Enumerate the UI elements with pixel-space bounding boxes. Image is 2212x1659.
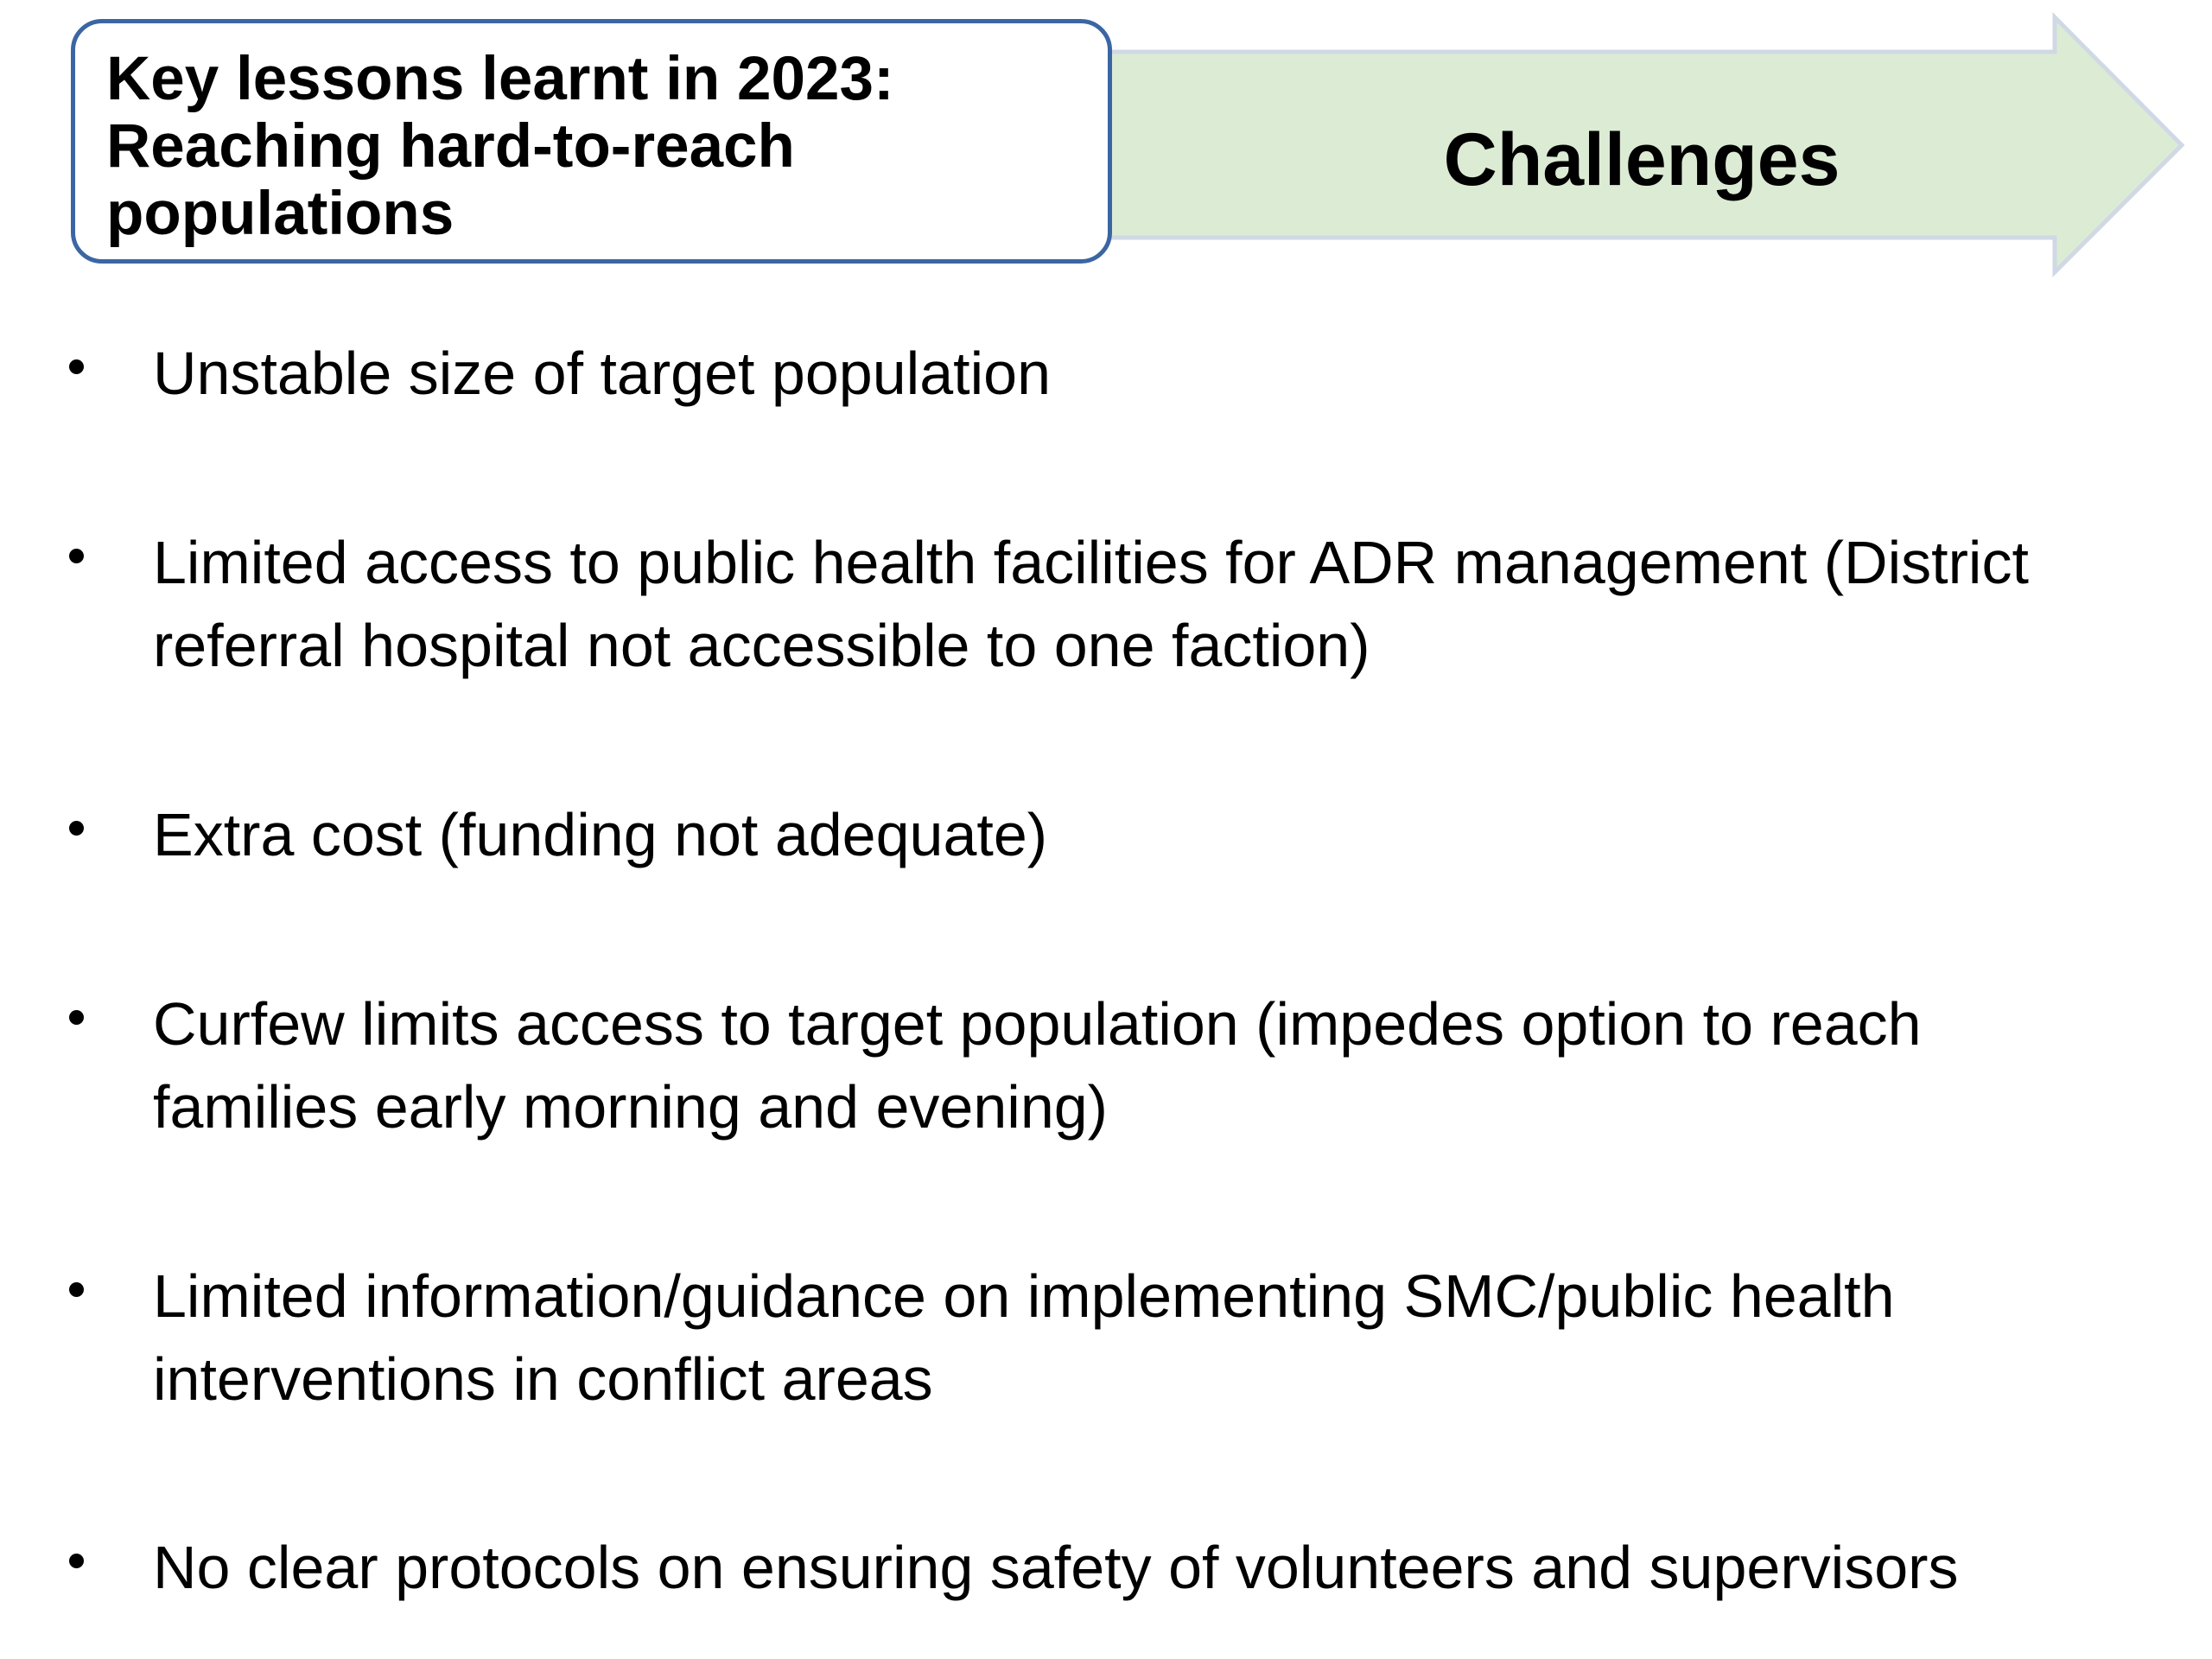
list-item-line: referral hospital not accessible to one faction) [153,612,1370,679]
list-item-text [153,332,2140,415]
list-item-line: Extra cost (funding not adequate) [153,801,1048,868]
bullet-dot-icon [69,1554,84,1568]
list-item-line: No clear protocols on ensuring safety of volunteers and supervisors [153,1534,1959,1601]
title-line-3: populations [106,180,454,248]
list-item-line: Unstable size of target population [153,340,1051,407]
bullet-dot-icon [69,821,84,836]
list-item-text [153,793,2140,876]
challenges-label: Challenges [1443,118,1840,201]
list-item-line: Curfew limits access to target population (impedes option to reach [153,990,1922,1058]
list-item-text [153,1526,2140,1609]
list-item-text [153,1255,2140,1421]
list-item-line: Limited access to public health facilities for ADR management (District [153,529,2029,596]
bullet-dot-icon [69,359,84,374]
list-item-line: families early morning and evening) [153,1073,1108,1141]
list-item-line: interventions in conflict areas [153,1345,933,1413]
bullet-dot-icon [69,549,84,563]
list-item-text [153,521,2140,687]
bullet-dot-icon [69,1010,84,1025]
list-item-text [153,982,2140,1148]
title-line-1: Key lessons learnt in 2023: [106,45,894,113]
bullet-dot-icon [69,1282,84,1297]
title-line-2: Reaching hard-to-reach [106,112,795,181]
list-item-line: Limited information/guidance on implementing SMC/public health [153,1262,1895,1330]
